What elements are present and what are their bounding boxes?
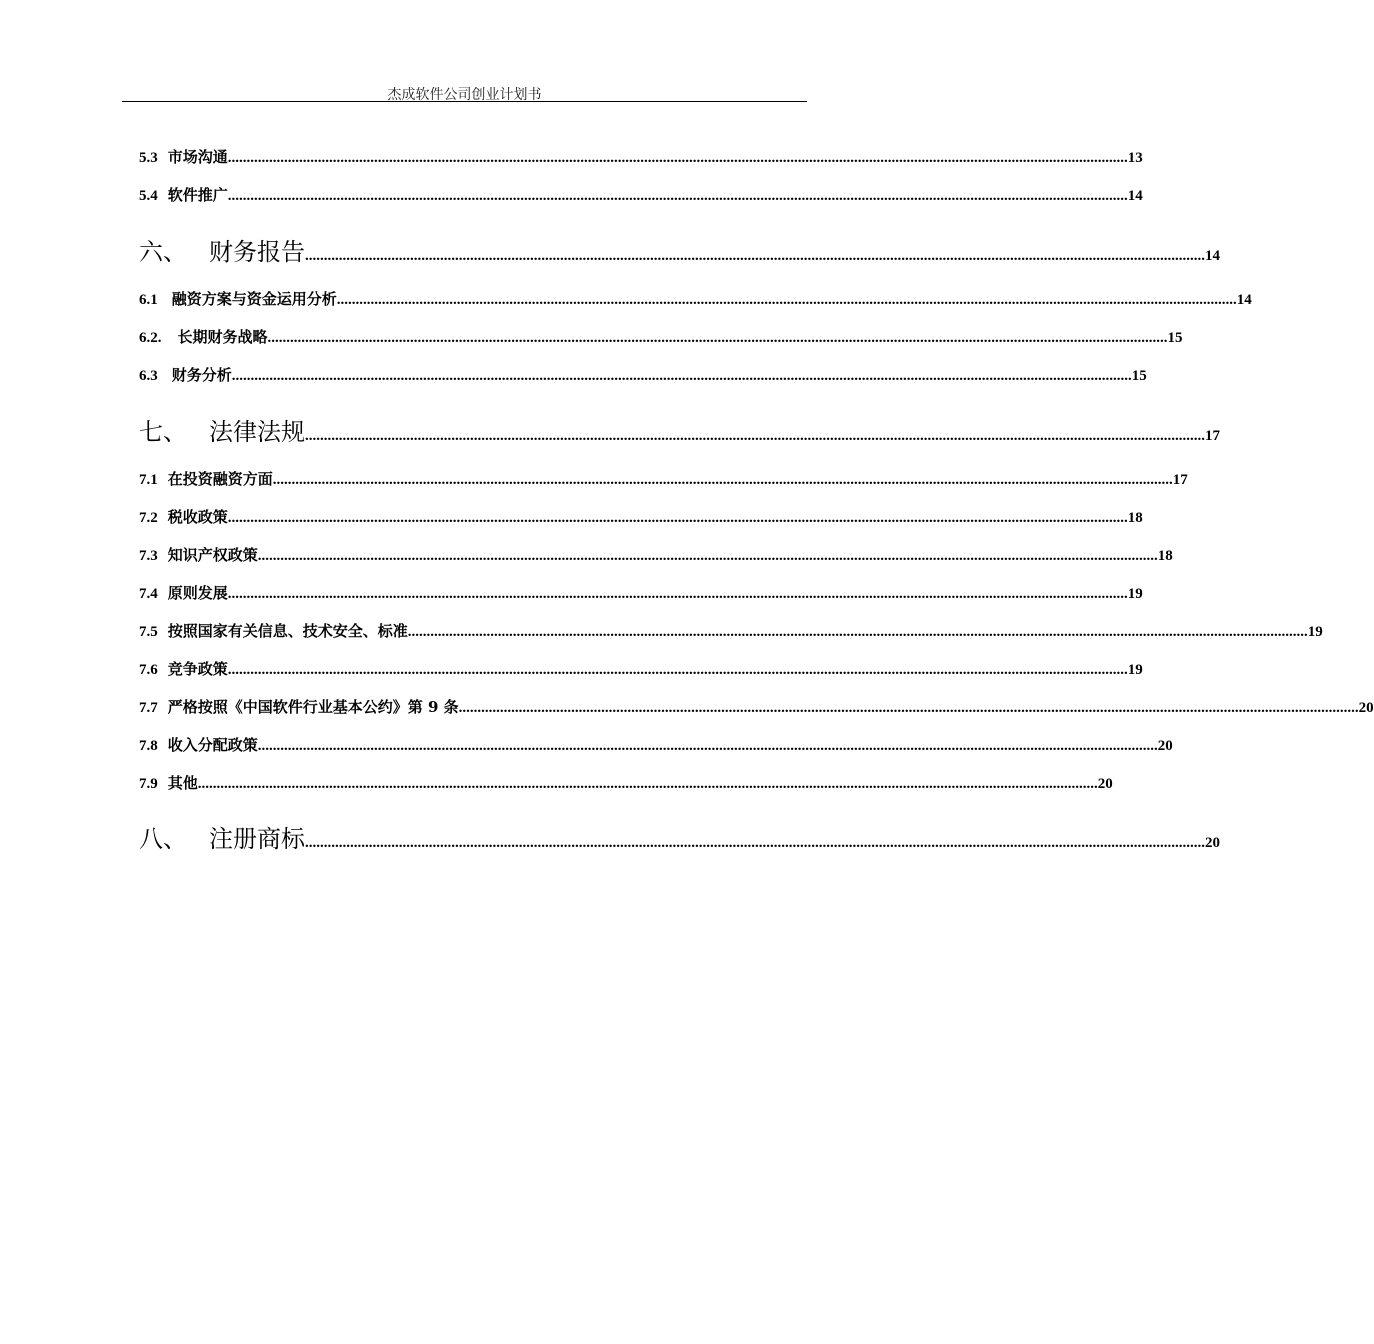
toc-leader: ................................................................................................................................................................................................................................................ [272,472,1173,488]
toc-entry[interactable] [139,772,1113,793]
toc-number: 5.3 [139,150,158,166]
toc-page-number: 15 [1167,330,1183,346]
toc-title: 长期财务战略 [177,328,268,346]
toc-entry[interactable] [139,288,1252,309]
toc-entry[interactable] [139,146,1143,167]
toc-page-number: 14 [1127,188,1143,204]
toc-entry[interactable] [139,620,1323,641]
toc-entry[interactable] [139,734,1173,755]
toc-number: 6.2. [139,330,162,346]
toc-chapter-entry[interactable] [139,819,1220,854]
toc-leader: ................................................................................................................................................................................................................................................ [267,330,1168,346]
toc-number: 7.3 [139,548,158,564]
toc-leader: ................................................................................................................................................................................................................................................ [257,738,1158,754]
toc-entry[interactable] [139,326,1183,347]
toc-number: 7.4 [139,586,158,602]
toc-title: 融资方案与资金运用分析 [171,290,337,308]
toc-chapter-number: 七、 [139,418,187,446]
toc-title: 知识产权政策 [167,546,258,564]
toc-page-number: 18 [1127,510,1143,526]
toc-number: 7.9 [139,776,158,792]
toc-title: 市场沟通 [167,148,228,166]
toc-entry[interactable] [139,544,1173,565]
toc-title: 财务分析 [171,366,232,384]
toc-leader: ................................................................................................................................................................................................................................................ [305,248,1205,264]
toc-entry[interactable] [139,468,1188,489]
toc-leader: ................................................................................................................................................................................................................................................ [231,368,1132,384]
toc-leader: ................................................................................................................................................................................................................................................ [336,292,1237,308]
toc-entry[interactable] [139,696,1374,717]
toc-page-number: 18 [1157,548,1173,564]
toc-entry[interactable] [139,658,1143,679]
toc-page-number: 19 [1127,586,1143,602]
toc-number: 5.4 [139,188,158,204]
toc-number: 7.1 [139,472,158,488]
toc-page-number: 14 [1236,292,1252,308]
toc-chapter-title: 财务报告 [209,238,305,266]
toc-chapter-title: 法律法规 [209,418,305,446]
toc-title: 税收政策 [167,508,228,526]
toc-leader: ................................................................................................................................................................................................................................................ [227,586,1128,602]
toc-number: 7.5 [139,624,158,640]
toc-number: 6.3 [139,368,158,384]
toc-page-number: 19 [1307,624,1323,640]
toc-page-number: 15 [1131,368,1147,384]
toc-number: 7.2 [139,510,158,526]
toc-chapter-number: 八、 [139,825,187,853]
toc-leader: ................................................................................................................................................................................................................................................ [407,624,1308,640]
toc-leader: ................................................................................................................................................................................................................................................ [227,662,1128,678]
toc-page-number: 19 [1127,662,1143,678]
toc-page-number: 13 [1127,150,1143,166]
toc-chapter-entry[interactable] [139,412,1220,447]
toc-title: 竞争政策 [167,660,228,678]
toc-leader: ................................................................................................................................................................................................................................................ [305,428,1205,444]
toc-title: 按照国家有关信息、技术安全、标准 [167,622,408,640]
toc-leader: ................................................................................................................................................................................................................................................ [458,700,1359,716]
toc-chapter-entry[interactable] [139,232,1220,267]
toc-title: 严格按照《中国软件行业基本公约》第 9 条 [167,698,459,716]
toc-entry[interactable] [139,184,1143,205]
toc-page-number: 20 [1157,738,1173,754]
toc-page-number: 17 [1172,472,1188,488]
toc-entry[interactable] [139,582,1143,603]
toc-title: 在投资融资方面 [167,470,273,488]
toc-page-number: 17 [1205,428,1220,444]
toc-number: 7.6 [139,662,158,678]
toc-title: 收入分配政策 [167,736,258,754]
toc-page-number: 14 [1205,248,1220,264]
toc-chapter-number: 六、 [139,238,187,266]
toc-page-number: 20 [1205,835,1220,851]
toc-leader: ................................................................................................................................................................................................................................................ [227,150,1128,166]
toc-page-number: 20 [1358,700,1374,716]
toc-leader: ................................................................................................................................................................................................................................................ [305,835,1205,851]
toc-leader: ................................................................................................................................................................................................................................................ [227,510,1128,526]
toc-number: 6.1 [139,292,158,308]
header-rule [122,101,807,102]
toc-leader: ................................................................................................................................................................................................................................................ [257,548,1158,564]
toc-number: 7.8 [139,738,158,754]
toc-page-number: 20 [1097,776,1113,792]
toc-entry[interactable] [139,506,1143,527]
toc-title: 软件推广 [167,186,228,204]
toc-leader: ................................................................................................................................................................................................................................................ [227,188,1128,204]
running-header: 杰成软件公司创业计划书 [387,87,542,103]
toc-entry[interactable] [139,364,1147,385]
toc-leader: ................................................................................................................................................................................................................................................ [197,776,1098,792]
toc-number: 7.7 [139,700,158,716]
toc-title: 原则发展 [167,584,228,602]
toc-title: 其他 [167,774,198,792]
toc-chapter-title: 注册商标 [209,825,305,853]
